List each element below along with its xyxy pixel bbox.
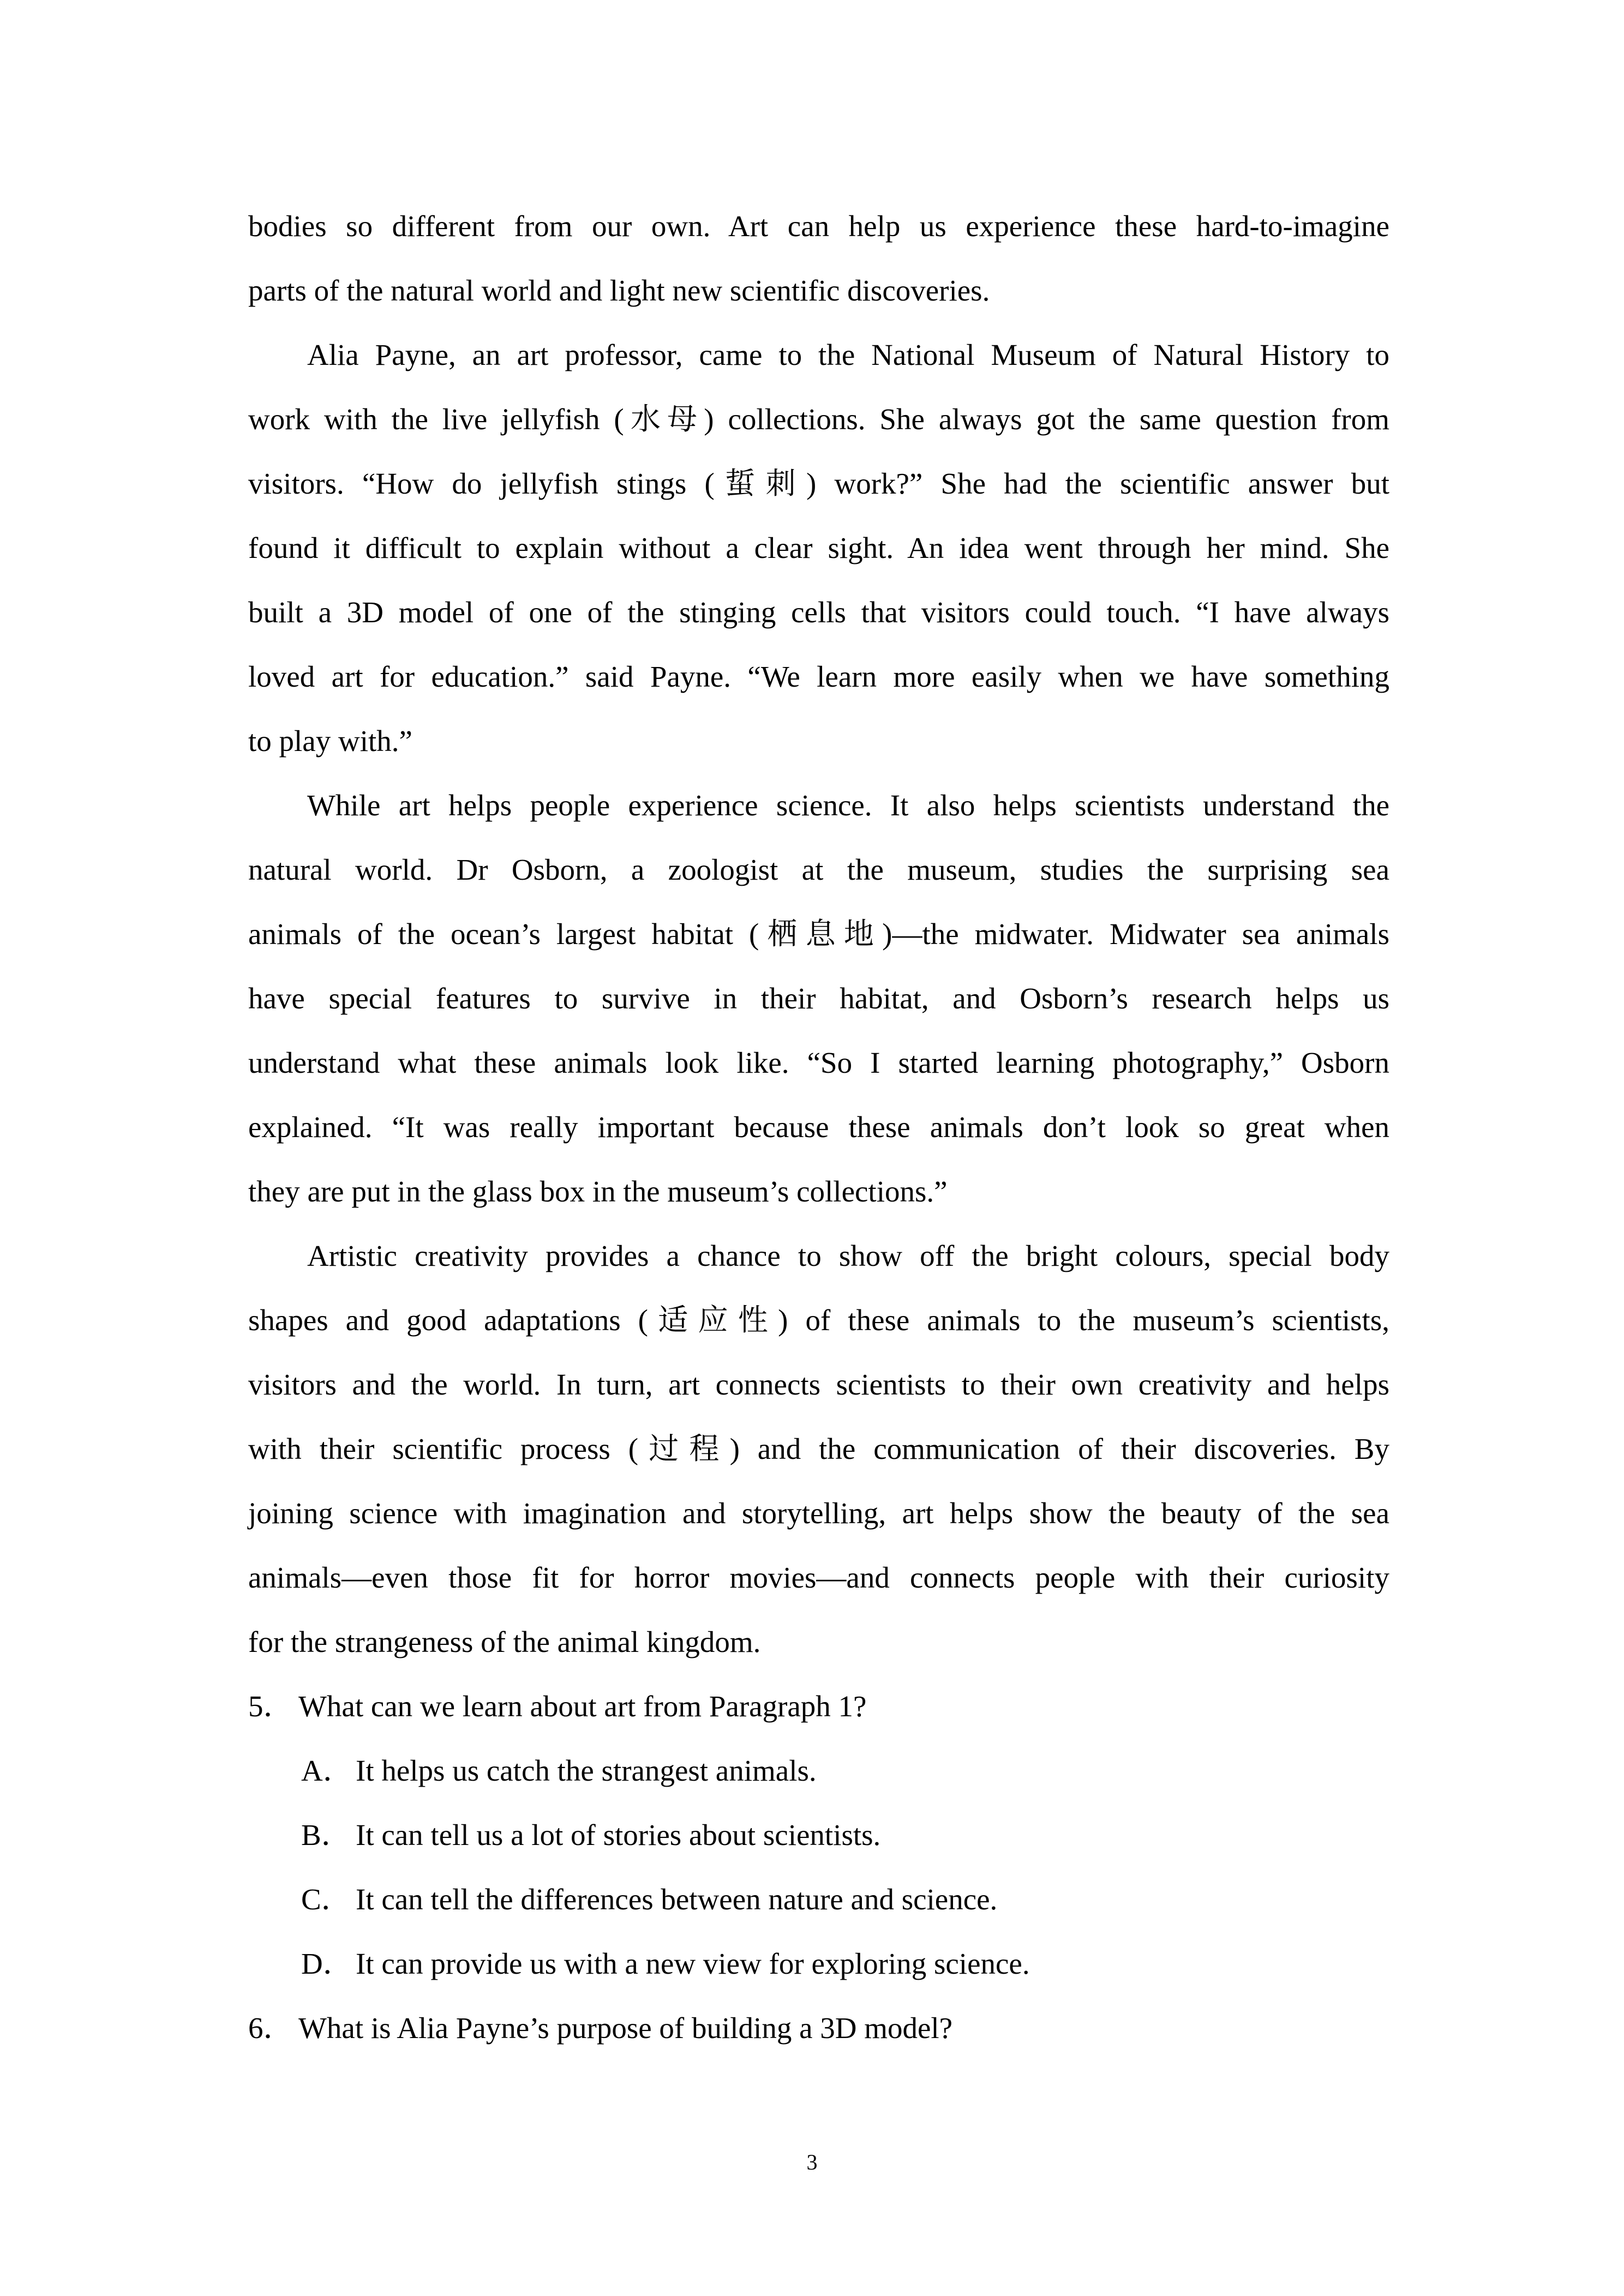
passage-line: to play with.” [248, 724, 412, 758]
passage-paragraph-4 [248, 1224, 1389, 1674]
passage-line: Alia Payne, an art professor, came to the National Museum of Natural History to [307, 338, 1389, 371]
option-letter: D． [301, 1947, 353, 1980]
passage-line: While art helps people experience science. It also helps scientists understand the [307, 789, 1389, 822]
passage-line: found it difficult to explain without a clear sight. An idea went through her mind. She [248, 531, 1389, 564]
passage-line: shapes and good adaptations (适应性) of these animals to the museum’s scientists, [248, 1303, 1389, 1337]
option-c[interactable] [248, 1867, 1389, 1932]
passage-line: joining science with imagination and storytelling, art helps show the beauty of the sea [248, 1496, 1389, 1530]
passage-line: with their scientific process (过程) and the communication of their discoveries. By [248, 1432, 1389, 1465]
question-text: What can we learn about art from Paragraph 1? [298, 1690, 867, 1723]
option-text: It helps us catch the strangest animals. [356, 1754, 817, 1787]
option-d[interactable] [248, 1932, 1389, 1996]
passage-line: understand what these animals look like. “So I started learning photography,” Osborn [248, 1046, 1389, 1079]
passage-line: natural world. Dr Osborn, a zoologist at the museum, studies the surprising sea [248, 853, 1389, 886]
option-text: It can tell us a lot of stories about scientists. [356, 1818, 881, 1852]
question-6 [248, 1996, 1389, 2060]
page-content [248, 194, 1389, 2060]
passage-paragraph-1 [248, 194, 1389, 323]
passage-paragraph-2 [248, 323, 1389, 773]
passage-paragraph-3 [248, 773, 1389, 1224]
passage-line: parts of the natural world and light new scientific discoveries. [248, 274, 990, 307]
option-b[interactable] [248, 1803, 1389, 1867]
option-a[interactable] [248, 1739, 1389, 1803]
option-text: It can provide us with a new view for exploring science. [356, 1947, 1030, 1980]
page-number: 3 [806, 2150, 818, 2174]
option-letter: A． [301, 1754, 353, 1787]
passage-line: animals—even those fit for horror movies—and connects people with their curiosity [248, 1561, 1389, 1594]
passage-line: they are put in the glass box in the museum’s collections.” [248, 1175, 948, 1208]
question-number: 6． [248, 2011, 293, 2045]
question-5 [248, 1674, 1389, 1996]
option-letter: C． [301, 1883, 351, 1916]
option-text: It can tell the differences between nature and science. [356, 1883, 998, 1916]
passage-line: visitors and the world. In turn, art connects scientists to their own creativity and helps [248, 1368, 1389, 1401]
passage-line: work with the live jellyfish (水母) collections. She always got the same question from [248, 402, 1389, 436]
passage-line: explained. “It was really important because these animals don’t look so great when [248, 1110, 1389, 1144]
question-stem [248, 1674, 1389, 1739]
passage-line: visitors. “How do jellyfish stings (蜇刺) work?” She had the scientific answer but [248, 467, 1389, 500]
question-number: 5． [248, 1690, 293, 1723]
passage-line: bodies so different from our own. Art can help us experience these hard-to-imagine [248, 209, 1389, 243]
passage-line: animals of the ocean’s largest habitat (栖息地)—the midwater. Midwater sea animals [248, 917, 1389, 951]
passage-line: have special features to survive in their habitat, and Osborn’s research helps us [248, 982, 1389, 1015]
question-text: What is Alia Payne’s purpose of building a 3D model? [298, 2011, 953, 2045]
passage-line: loved art for education.” said Payne. “We learn more easily when we have something [248, 660, 1389, 693]
passage-line: for the strangeness of the animal kingdom. [248, 1625, 761, 1658]
option-letter: B． [301, 1818, 351, 1852]
passage-line: Artistic creativity provides a chance to show off the bright colours, special body [307, 1239, 1389, 1272]
passage-line: built a 3D model of one of the stinging cells that visitors could touch. “I have always [248, 596, 1389, 629]
question-stem [248, 1996, 1389, 2060]
